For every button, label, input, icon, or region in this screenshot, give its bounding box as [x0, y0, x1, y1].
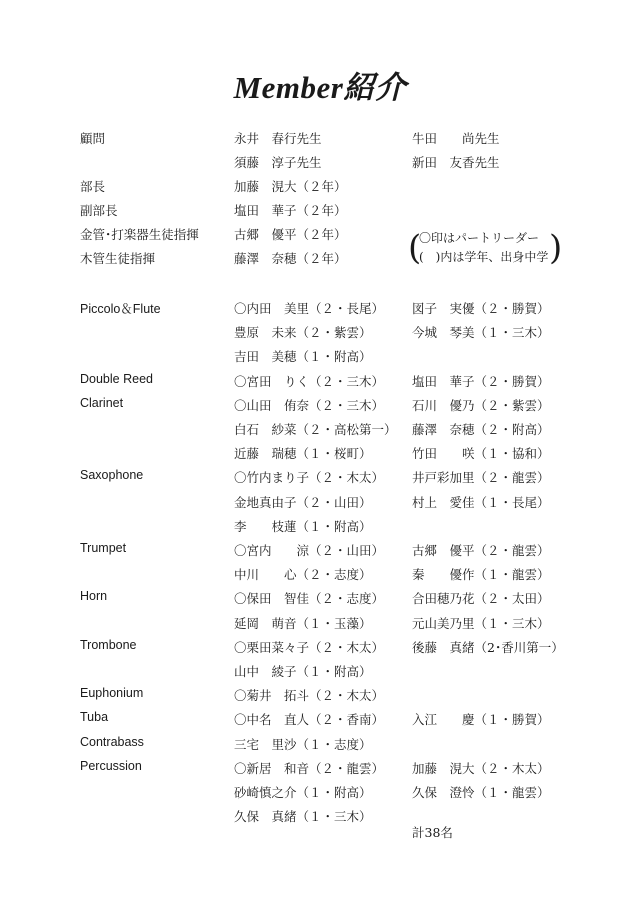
- member-row: [0, 177, 640, 199]
- member-name-1: 李 枝蓮（１・附高）: [234, 518, 372, 534]
- role-label: 部長: [80, 179, 106, 194]
- member-row: [0, 468, 640, 490]
- member-row: [0, 444, 640, 466]
- member-name-1: 須藤 淳子先生: [234, 155, 322, 170]
- role-label: Tuba: [80, 710, 109, 725]
- member-row: [0, 783, 640, 805]
- member-name-1: 藤澤 奈穂（２年）: [234, 251, 347, 266]
- member-name-2: 牛田 尚先生: [412, 131, 500, 146]
- role-label: Contrabass: [80, 734, 144, 749]
- member-row: [0, 686, 640, 708]
- member-name-1: 塩田 華子（２年）: [234, 203, 347, 218]
- member-row: [0, 323, 640, 345]
- role-label: Trombone: [80, 637, 137, 652]
- member-row: [0, 493, 640, 515]
- role-label: Clarinet: [80, 395, 124, 410]
- role-label: Horn: [80, 589, 108, 604]
- member-name-2: 秦 優作（１・龍雲）: [412, 567, 550, 583]
- member-name-1: 〇宮田 りく（２・三木）: [234, 373, 385, 389]
- role-label: Percussion: [80, 758, 142, 773]
- member-name-1: 古郷 優平（２年）: [234, 227, 347, 242]
- member-name-2: 加藤 涀大（２・木太）: [412, 760, 550, 776]
- member-name-2: 新田 友香先生: [412, 155, 500, 170]
- page-title: Member紹介: [233, 70, 407, 105]
- role-label: Piccolo＆Flute: [80, 302, 161, 316]
- member-name-1: 久保 真緒（１・三木）: [234, 809, 372, 825]
- member-name-1: 〇山田 侑奈（２・三木）: [234, 397, 385, 413]
- member-name-2: 入江 慶（１・勝賀）: [412, 712, 550, 728]
- member-row: [0, 372, 640, 394]
- member-row: [0, 517, 640, 539]
- member-name-2: 竹田 咲（１・協和）: [412, 446, 550, 462]
- member-name-1: 〇菊井 拓斗（２・木太）: [234, 688, 385, 704]
- member-row: [0, 807, 640, 829]
- member-row: [0, 710, 640, 732]
- member-name-1: 〇内田 美里（２・長尾）: [234, 301, 385, 316]
- role-label: 顧問: [80, 131, 106, 146]
- member-name-2: 村上 愛佳（１・長尾）: [412, 494, 550, 510]
- member-name-1: 〇宮内 涼（２・山田）: [234, 543, 385, 558]
- member-name-2: 藤澤 奈穂（２・附高）: [412, 422, 550, 437]
- note-line-1: 〇印はパートリーダー: [419, 231, 540, 245]
- member-name-2: 合田穂乃花（２・太田）: [412, 591, 550, 607]
- member-name-2: 井戸彩加里（２・龍雲）: [412, 470, 550, 486]
- member-name-1: 金地真由子（２・山田）: [234, 494, 372, 510]
- member-name-2: 今城 琴美（１・三木）: [412, 325, 550, 341]
- member-name-2: 後藤 真緒（2･香川第一）: [412, 639, 564, 655]
- member-name-1: 中川 心（２・志度）: [234, 567, 372, 583]
- member-row: [0, 759, 640, 781]
- member-row: [0, 589, 640, 611]
- role-label: Saxophone: [80, 468, 144, 483]
- member-row: [0, 153, 640, 175]
- member-name-1: 白石 紗菜（２・高松第一）: [234, 422, 397, 437]
- member-name-1: 延岡 萌音（１・玉藻）: [234, 615, 372, 631]
- member-name-1: 加藤 涀大（２年）: [234, 179, 347, 194]
- role-label: 副部長: [80, 203, 118, 218]
- note-line-2: ( )内は学年、出身中学: [419, 250, 549, 264]
- member-name-2: 古郷 優平（２・龍雲）: [412, 543, 550, 558]
- member-name-2: 図子 実優（２・勝賀）: [412, 301, 550, 316]
- member-row: [0, 735, 640, 757]
- role-label: Trumpet: [80, 541, 127, 555]
- member-name-2: 石川 優乃（２・紫雲）: [412, 397, 550, 413]
- member-row: [0, 129, 640, 151]
- member-name-1: 〇新居 和音（２・龍雲）: [234, 760, 385, 776]
- member-name-1: 〇竹内まり子（２・木太）: [234, 470, 385, 486]
- member-name-1: 豊原 未来（２・紫雲）: [234, 325, 372, 341]
- total-count: 計38名: [412, 825, 453, 840]
- member-name-1: 三宅 里沙（１・志度）: [234, 736, 372, 752]
- member-row: [0, 396, 640, 418]
- role-label: 木管生徒指揮: [80, 251, 156, 266]
- member-row: [0, 541, 640, 563]
- member-row: [0, 347, 640, 369]
- member-row: [0, 201, 640, 223]
- member-row: [0, 614, 640, 636]
- left-paren-glyph: (: [408, 228, 422, 268]
- member-name-2: 塩田 華子（２・勝賀）: [412, 373, 550, 389]
- role-label: Double Reed: [80, 371, 153, 386]
- member-name-1: 〇保田 智佳（２・志度）: [234, 591, 385, 607]
- member-name-1: 砂崎慎之介（１・附高）: [234, 785, 372, 800]
- member-name-1: 近藤 瑞穂（１・桜町）: [234, 446, 372, 462]
- member-name-2: 久保 澄怜（１・龍雲）: [412, 785, 550, 800]
- role-label: Euphonium: [80, 686, 144, 701]
- member-row: [0, 299, 640, 321]
- member-name-1: 吉田 美穂（１・附高）: [234, 349, 372, 365]
- member-name-1: 〇中名 直人（２・香南）: [234, 712, 385, 728]
- member-name-1: 永井 春行先生: [234, 131, 322, 146]
- member-row: [0, 662, 640, 684]
- member-name-1: 山中 綾子（１・附高）: [234, 664, 372, 679]
- role-label: 金管･打楽器生徒指揮: [80, 227, 199, 242]
- member-name-2: 元山美乃里（１・三木）: [412, 615, 550, 631]
- right-paren-glyph: ): [549, 228, 563, 268]
- member-row: [0, 420, 640, 442]
- member-name-1: 〇栗田菜々子（２・木太）: [234, 639, 385, 655]
- member-row: [0, 565, 640, 587]
- member-row: [0, 638, 640, 660]
